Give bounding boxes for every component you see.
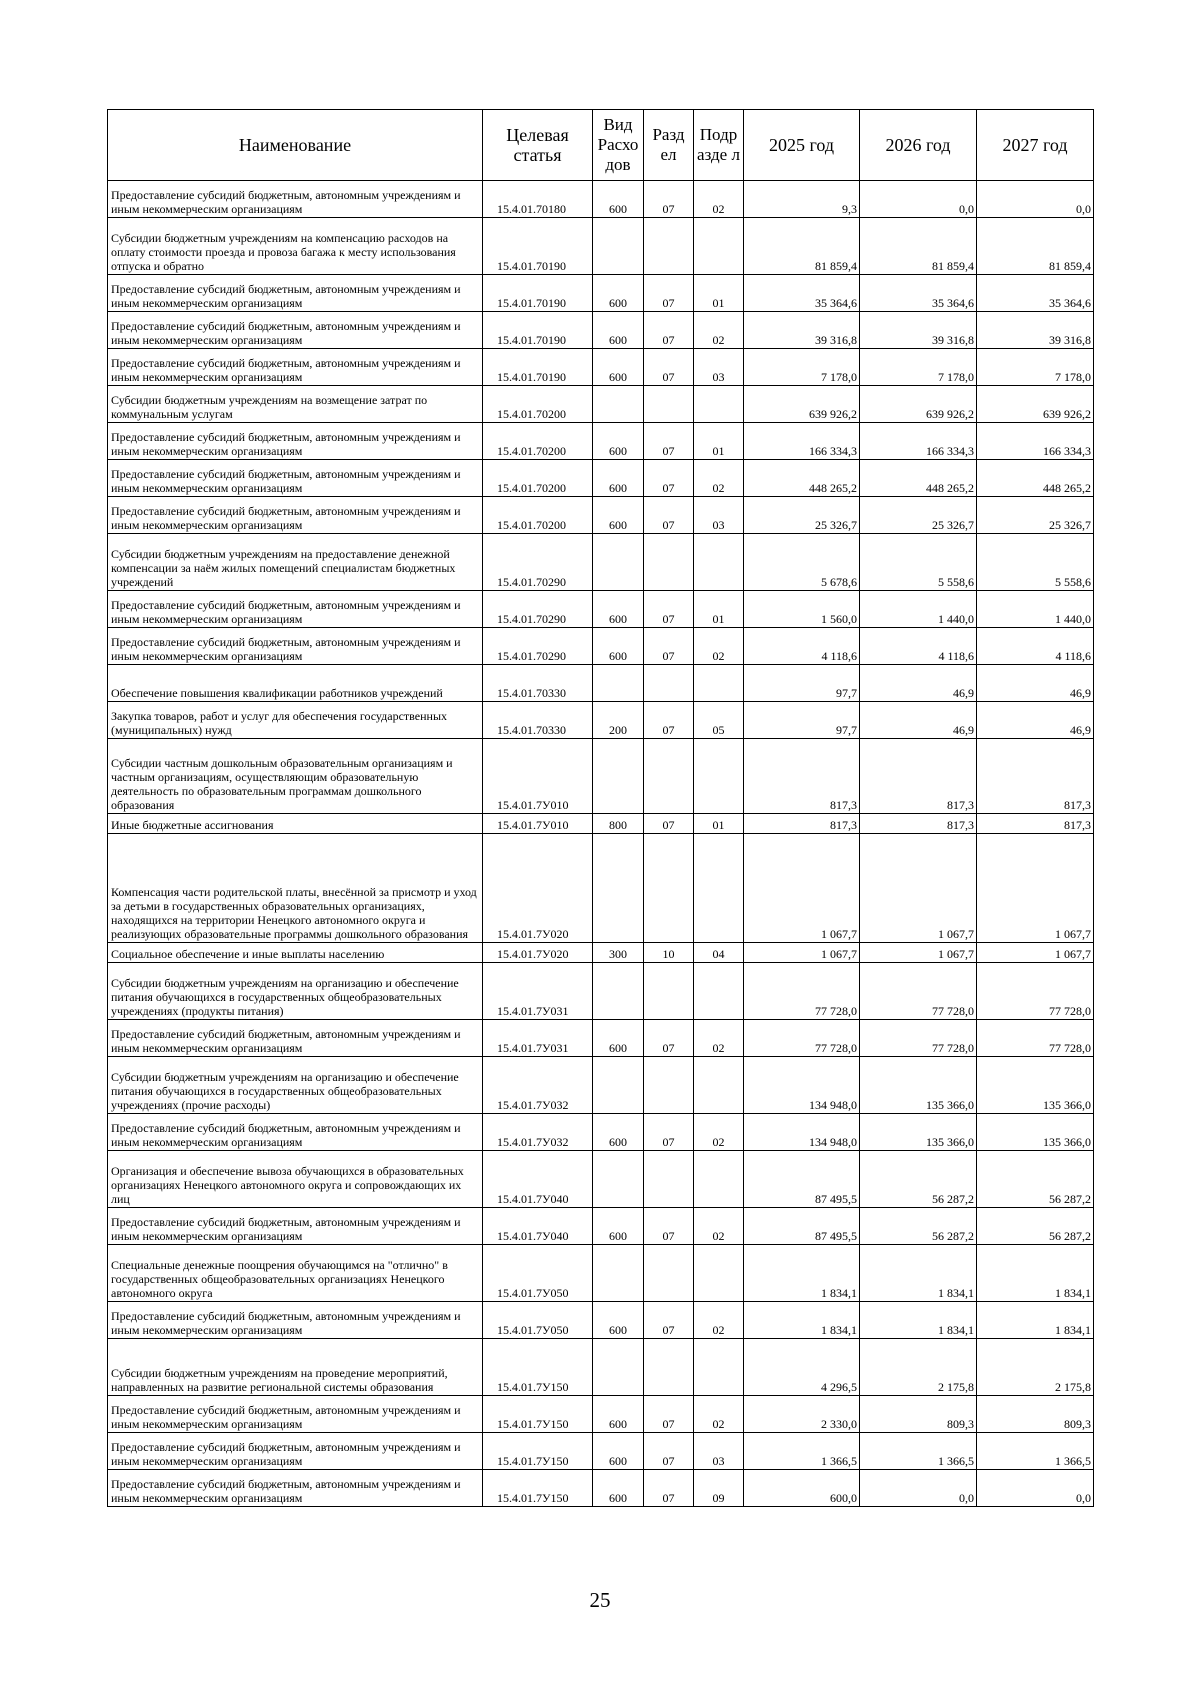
row-value-2026: 56 287,2 [860, 1208, 977, 1245]
row-value-2026: 639 926,2 [860, 386, 977, 423]
row-name: Предоставление субсидий бюджетным, автономным учреждениям и иным некоммерческим организациям [108, 1114, 483, 1151]
row-value-2025: 97,7 [744, 702, 860, 739]
row-value-2027: 817,3 [977, 739, 1094, 814]
row-target-article: 15.4.01.70200 [483, 497, 593, 534]
row-section: 07 [644, 1302, 694, 1339]
row-target-article: 15.4.01.70190 [483, 349, 593, 386]
row-value-2026: 39 316,8 [860, 312, 977, 349]
table-header-row [108, 110, 1094, 181]
row-subsection [694, 534, 744, 591]
row-value-2026: 25 326,7 [860, 497, 977, 534]
row-expense-type: 200 [593, 702, 644, 739]
row-value-2027: 46,9 [977, 702, 1094, 739]
table-row [108, 1339, 1094, 1396]
row-target-article: 15.4.01.7У031 [483, 963, 593, 1020]
table-row [108, 349, 1094, 386]
row-section: 07 [644, 1020, 694, 1057]
table-row [108, 1302, 1094, 1339]
row-section: 07 [644, 460, 694, 497]
row-section [644, 665, 694, 702]
row-target-article: 15.4.01.70330 [483, 665, 593, 702]
row-section: 07 [644, 1396, 694, 1433]
row-value-2026: 2 175,8 [860, 1339, 977, 1396]
header-section: Разд ел [644, 110, 694, 181]
row-expense-type [593, 386, 644, 423]
row-value-2027: 35 364,6 [977, 275, 1094, 312]
row-value-2025: 134 948,0 [744, 1057, 860, 1114]
row-value-2026: 7 178,0 [860, 349, 977, 386]
row-expense-type [593, 739, 644, 814]
row-expense-type: 600 [593, 460, 644, 497]
table-row [108, 1470, 1094, 1507]
row-value-2027: 2 175,8 [977, 1339, 1094, 1396]
row-value-2026: 135 366,0 [860, 1057, 977, 1114]
table-row [108, 665, 1094, 702]
row-value-2027: 809,3 [977, 1396, 1094, 1433]
row-value-2027: 1 834,1 [977, 1245, 1094, 1302]
table-row [108, 702, 1094, 739]
row-value-2026: 817,3 [860, 814, 977, 834]
row-subsection: 05 [694, 702, 744, 739]
row-subsection [694, 963, 744, 1020]
row-value-2026: 166 334,3 [860, 423, 977, 460]
row-expense-type: 600 [593, 181, 644, 218]
row-target-article: 15.4.01.70200 [483, 460, 593, 497]
row-value-2025: 817,3 [744, 814, 860, 834]
table-row [108, 814, 1094, 834]
row-value-2027: 39 316,8 [977, 312, 1094, 349]
table-row [108, 460, 1094, 497]
table-row [108, 1151, 1094, 1208]
row-expense-type [593, 1245, 644, 1302]
row-value-2027: 1 834,1 [977, 1302, 1094, 1339]
budget-table [107, 109, 1094, 1507]
row-name: Иные бюджетные ассигнования [108, 814, 483, 834]
row-section: 07 [644, 1208, 694, 1245]
row-subsection: 01 [694, 423, 744, 460]
row-value-2027: 817,3 [977, 814, 1094, 834]
row-value-2025: 166 334,3 [744, 423, 860, 460]
row-value-2025: 1 067,7 [744, 943, 860, 963]
row-value-2027: 4 118,6 [977, 628, 1094, 665]
row-target-article: 15.4.01.7У040 [483, 1151, 593, 1208]
row-target-article: 15.4.01.70290 [483, 591, 593, 628]
row-target-article: 15.4.01.7У150 [483, 1433, 593, 1470]
row-expense-type: 600 [593, 1470, 644, 1507]
row-value-2025: 4 118,6 [744, 628, 860, 665]
row-value-2027: 448 265,2 [977, 460, 1094, 497]
row-section: 07 [644, 702, 694, 739]
row-name: Предоставление субсидий бюджетным, автономным учреждениям и иным некоммерческим организациям [108, 1208, 483, 1245]
row-section [644, 1245, 694, 1302]
table-row [108, 1114, 1094, 1151]
table-row [108, 312, 1094, 349]
row-section: 07 [644, 349, 694, 386]
row-value-2026: 135 366,0 [860, 1114, 977, 1151]
row-expense-type [593, 534, 644, 591]
row-value-2025: 81 859,4 [744, 218, 860, 275]
row-value-2027: 1 067,7 [977, 834, 1094, 943]
row-section: 07 [644, 423, 694, 460]
header-year-2027: 2027 год [977, 110, 1094, 181]
row-name: Предоставление субсидий бюджетным, автономным учреждениям и иным некоммерческим организациям [108, 275, 483, 312]
row-section [644, 386, 694, 423]
table-row [108, 963, 1094, 1020]
row-value-2026: 35 364,6 [860, 275, 977, 312]
row-target-article: 15.4.01.7У020 [483, 943, 593, 963]
row-subsection: 02 [694, 1396, 744, 1433]
row-value-2025: 9,3 [744, 181, 860, 218]
row-value-2025: 87 495,5 [744, 1151, 860, 1208]
row-value-2027: 639 926,2 [977, 386, 1094, 423]
row-target-article: 15.4.01.70190 [483, 218, 593, 275]
row-value-2026: 5 558,6 [860, 534, 977, 591]
row-expense-type: 600 [593, 1114, 644, 1151]
row-expense-type [593, 665, 644, 702]
row-value-2026: 1 834,1 [860, 1245, 977, 1302]
header-year-2026: 2026 год [860, 110, 977, 181]
row-value-2025: 2 330,0 [744, 1396, 860, 1433]
row-section [644, 963, 694, 1020]
row-value-2026: 4 118,6 [860, 628, 977, 665]
row-value-2026: 817,3 [860, 739, 977, 814]
row-target-article: 15.4.01.7У010 [483, 814, 593, 834]
row-target-article: 15.4.01.70290 [483, 534, 593, 591]
row-value-2027: 0,0 [977, 1470, 1094, 1507]
row-value-2027: 135 366,0 [977, 1114, 1094, 1151]
row-value-2027: 7 178,0 [977, 349, 1094, 386]
row-target-article: 15.4.01.70180 [483, 181, 593, 218]
row-value-2025: 39 316,8 [744, 312, 860, 349]
table-row [108, 534, 1094, 591]
table-row [108, 739, 1094, 814]
row-section [644, 1151, 694, 1208]
row-expense-type [593, 1057, 644, 1114]
row-value-2025: 5 678,6 [744, 534, 860, 591]
row-subsection: 03 [694, 497, 744, 534]
row-section: 07 [644, 1114, 694, 1151]
row-subsection [694, 1057, 744, 1114]
table-row [108, 1208, 1094, 1245]
row-value-2026: 81 859,4 [860, 218, 977, 275]
row-section [644, 218, 694, 275]
table-row [108, 943, 1094, 963]
row-expense-type: 600 [593, 312, 644, 349]
row-subsection [694, 218, 744, 275]
row-value-2027: 135 366,0 [977, 1057, 1094, 1114]
table-row [108, 591, 1094, 628]
row-expense-type: 600 [593, 275, 644, 312]
row-subsection: 04 [694, 943, 744, 963]
row-value-2027: 166 334,3 [977, 423, 1094, 460]
row-target-article: 15.4.01.70330 [483, 702, 593, 739]
row-section: 07 [644, 628, 694, 665]
row-value-2025: 77 728,0 [744, 963, 860, 1020]
row-name: Предоставление субсидий бюджетным, автономным учреждениям и иным некоммерческим организациям [108, 1470, 483, 1507]
row-value-2027: 81 859,4 [977, 218, 1094, 275]
row-subsection: 02 [694, 312, 744, 349]
row-expense-type [593, 834, 644, 943]
row-section [644, 834, 694, 943]
row-value-2026: 0,0 [860, 1470, 977, 1507]
row-name: Субсидии бюджетным учреждениям на проведение мероприятий, направленных на развитие региональной системы образования [108, 1339, 483, 1396]
table-row [108, 834, 1094, 943]
row-name: Предоставление субсидий бюджетным, автономным учреждениям и иным некоммерческим организациям [108, 349, 483, 386]
row-expense-type: 800 [593, 814, 644, 834]
row-section: 07 [644, 275, 694, 312]
row-expense-type: 600 [593, 349, 644, 386]
row-value-2026: 46,9 [860, 665, 977, 702]
row-value-2027: 46,9 [977, 665, 1094, 702]
row-subsection: 03 [694, 1433, 744, 1470]
row-section [644, 739, 694, 814]
row-value-2026: 1 366,5 [860, 1433, 977, 1470]
row-target-article: 15.4.01.70190 [483, 312, 593, 349]
row-expense-type: 600 [593, 1208, 644, 1245]
header-name: Наименование [108, 110, 483, 181]
row-target-article: 15.4.01.7У032 [483, 1057, 593, 1114]
row-name: Специальные денежные поощрения обучающимся на "отлично" в государственных общеобразовательных организациях Ненецкого автономного округа [108, 1245, 483, 1302]
row-value-2026: 0,0 [860, 181, 977, 218]
row-target-article: 15.4.01.70190 [483, 275, 593, 312]
row-name: Предоставление субсидий бюджетным, автономным учреждениям и иным некоммерческим организациям [108, 591, 483, 628]
table-row [108, 1057, 1094, 1114]
table-row [108, 1245, 1094, 1302]
row-value-2025: 1 560,0 [744, 591, 860, 628]
row-target-article: 15.4.01.7У150 [483, 1396, 593, 1433]
row-target-article: 15.4.01.7У031 [483, 1020, 593, 1057]
row-subsection: 01 [694, 814, 744, 834]
row-target-article: 15.4.01.7У020 [483, 834, 593, 943]
row-section: 10 [644, 943, 694, 963]
row-value-2027: 77 728,0 [977, 1020, 1094, 1057]
row-value-2025: 4 296,5 [744, 1339, 860, 1396]
row-value-2025: 639 926,2 [744, 386, 860, 423]
row-value-2026: 448 265,2 [860, 460, 977, 497]
header-expense-type: Вид Расхо дов [593, 110, 644, 181]
row-value-2025: 817,3 [744, 739, 860, 814]
row-section [644, 534, 694, 591]
row-value-2025: 7 178,0 [744, 349, 860, 386]
header-target-article: Целевая статья [483, 110, 593, 181]
row-name: Предоставление субсидий бюджетным, автономным учреждениям и иным некоммерческим организациям [108, 460, 483, 497]
table-row [108, 1020, 1094, 1057]
header-subsection: Подр азде л [694, 110, 744, 181]
row-value-2027: 1 067,7 [977, 943, 1094, 963]
row-expense-type [593, 1339, 644, 1396]
row-value-2026: 46,9 [860, 702, 977, 739]
row-value-2025: 1 834,1 [744, 1245, 860, 1302]
row-subsection: 02 [694, 1208, 744, 1245]
table-row [108, 181, 1094, 218]
row-expense-type: 600 [593, 1433, 644, 1470]
row-name: Предоставление субсидий бюджетным, автономным учреждениям и иным некоммерческим организациям [108, 1020, 483, 1057]
page-number: 25 [589, 1588, 611, 1612]
row-target-article: 15.4.01.7У032 [483, 1114, 593, 1151]
row-expense-type: 600 [593, 497, 644, 534]
header-year-2025: 2025 год [744, 110, 860, 181]
table-row [108, 218, 1094, 275]
row-value-2026: 1 834,1 [860, 1302, 977, 1339]
row-value-2027: 1 440,0 [977, 591, 1094, 628]
row-subsection: 01 [694, 591, 744, 628]
row-expense-type [593, 963, 644, 1020]
row-name: Предоставление субсидий бюджетным, автономным учреждениям и иным некоммерческим организациям [108, 423, 483, 460]
row-name: Предоставление субсидий бюджетным, автономным учреждениям и иным некоммерческим организациям [108, 497, 483, 534]
row-section: 07 [644, 814, 694, 834]
row-expense-type [593, 218, 644, 275]
row-subsection: 02 [694, 1114, 744, 1151]
row-expense-type: 300 [593, 943, 644, 963]
row-value-2027: 0,0 [977, 181, 1094, 218]
row-subsection: 09 [694, 1470, 744, 1507]
row-value-2026: 1 440,0 [860, 591, 977, 628]
row-section: 07 [644, 591, 694, 628]
row-target-article: 15.4.01.70290 [483, 628, 593, 665]
table-row [108, 1433, 1094, 1470]
row-section [644, 1339, 694, 1396]
table-row [108, 497, 1094, 534]
row-name: Предоставление субсидий бюджетным, автономным учреждениям и иным некоммерческим организациям [108, 312, 483, 349]
row-section: 07 [644, 1470, 694, 1507]
row-target-article: 15.4.01.70200 [483, 423, 593, 460]
row-subsection [694, 834, 744, 943]
row-subsection [694, 1339, 744, 1396]
row-section: 07 [644, 181, 694, 218]
row-expense-type: 600 [593, 1302, 644, 1339]
row-target-article: 15.4.01.70200 [483, 386, 593, 423]
row-value-2027: 5 558,6 [977, 534, 1094, 591]
row-name: Социальное обеспечение и иные выплаты населению [108, 943, 483, 963]
row-section: 07 [644, 312, 694, 349]
row-name: Субсидии бюджетным учреждениям на организацию и обеспечение питания обучающихся в государственных общеобразовательных учреждениях (прочие расходы) [108, 1057, 483, 1114]
row-value-2025: 1 834,1 [744, 1302, 860, 1339]
row-section: 07 [644, 1433, 694, 1470]
row-target-article: 15.4.01.7У040 [483, 1208, 593, 1245]
table-body [108, 181, 1094, 1507]
table-row [108, 275, 1094, 312]
row-subsection [694, 386, 744, 423]
row-value-2025: 448 265,2 [744, 460, 860, 497]
row-name: Субсидии бюджетным учреждениям на организацию и обеспечение питания обучающихся в государственных общеобразовательных учреждениях (продукты питания) [108, 963, 483, 1020]
row-value-2025: 25 326,7 [744, 497, 860, 534]
row-expense-type: 600 [593, 591, 644, 628]
row-value-2027: 77 728,0 [977, 963, 1094, 1020]
row-subsection [694, 739, 744, 814]
row-target-article: 15.4.01.7У010 [483, 739, 593, 814]
row-value-2025: 87 495,5 [744, 1208, 860, 1245]
row-subsection: 02 [694, 181, 744, 218]
row-value-2025: 1 366,5 [744, 1433, 860, 1470]
row-name: Предоставление субсидий бюджетным, автономным учреждениям и иным некоммерческим организациям [108, 1433, 483, 1470]
row-name: Субсидии бюджетным учреждениям на компенсацию расходов на оплату стоимости проезда и провоза багажа к месту использования отпуска и обратно [108, 218, 483, 275]
row-subsection: 03 [694, 349, 744, 386]
row-name: Предоставление субсидий бюджетным, автономным учреждениям и иным некоммерческим организациям [108, 1396, 483, 1433]
row-value-2027: 56 287,2 [977, 1151, 1094, 1208]
row-section: 07 [644, 497, 694, 534]
row-value-2026: 77 728,0 [860, 963, 977, 1020]
row-name: Обеспечение повышения квалификации работников учреждений [108, 665, 483, 702]
table-row [108, 1396, 1094, 1433]
row-target-article: 15.4.01.7У050 [483, 1302, 593, 1339]
table-row [108, 386, 1094, 423]
row-subsection [694, 1245, 744, 1302]
row-target-article: 15.4.01.7У150 [483, 1470, 593, 1507]
row-value-2027: 1 366,5 [977, 1433, 1094, 1470]
row-subsection: 02 [694, 628, 744, 665]
table-row [108, 423, 1094, 460]
table-row [108, 628, 1094, 665]
row-name: Предоставление субсидий бюджетным, автономным учреждениям и иным некоммерческим организациям [108, 1302, 483, 1339]
row-expense-type [593, 1151, 644, 1208]
row-value-2027: 56 287,2 [977, 1208, 1094, 1245]
row-value-2025: 97,7 [744, 665, 860, 702]
row-expense-type: 600 [593, 1020, 644, 1057]
row-subsection: 02 [694, 1302, 744, 1339]
row-name: Субсидии бюджетным учреждениям на предоставление денежной компенсации за наём жилых помещений специалистам бюджетных учреждений [108, 534, 483, 591]
row-section [644, 1057, 694, 1114]
row-value-2027: 25 326,7 [977, 497, 1094, 534]
row-name: Закупка товаров, работ и услуг для обеспечения государственных (муниципальных) нужд [108, 702, 483, 739]
row-target-article: 15.4.01.7У050 [483, 1245, 593, 1302]
row-value-2025: 77 728,0 [744, 1020, 860, 1057]
row-value-2025: 134 948,0 [744, 1114, 860, 1151]
row-name: Субсидии бюджетным учреждениям на возмещение затрат по коммунальным услугам [108, 386, 483, 423]
row-name: Предоставление субсидий бюджетным, автономным учреждениям и иным некоммерческим организациям [108, 181, 483, 218]
row-expense-type: 600 [593, 1396, 644, 1433]
row-value-2026: 1 067,7 [860, 834, 977, 943]
row-value-2025: 35 364,6 [744, 275, 860, 312]
row-name: Организация и обеспечение вывоза обучающихся в образовательных организациях Ненецкого автономного округа и сопровождающих их лиц [108, 1151, 483, 1208]
row-value-2025: 1 067,7 [744, 834, 860, 943]
row-value-2025: 600,0 [744, 1470, 860, 1507]
row-subsection: 02 [694, 460, 744, 497]
row-subsection: 02 [694, 1020, 744, 1057]
row-name: Субсидии частным дошкольным образовательным организациям и частным организациям, осуществляющим образовательную деятельность по образовательным программам дошкольного образования [108, 739, 483, 814]
row-expense-type: 600 [593, 628, 644, 665]
row-expense-type: 600 [593, 423, 644, 460]
row-subsection [694, 1151, 744, 1208]
row-name: Предоставление субсидий бюджетным, автономным учреждениям и иным некоммерческим организациям [108, 628, 483, 665]
row-subsection [694, 665, 744, 702]
row-value-2026: 1 067,7 [860, 943, 977, 963]
row-value-2026: 809,3 [860, 1396, 977, 1433]
row-target-article: 15.4.01.7У150 [483, 1339, 593, 1396]
row-subsection: 01 [694, 275, 744, 312]
row-name: Компенсация части родительской платы, внесённой за присмотр и уход за детьми в государственных образовательных организациях, находящихся на территории Ненецкого автономного округа и реализующих образовательные программы дошкольного образования [108, 834, 483, 943]
row-value-2026: 77 728,0 [860, 1020, 977, 1057]
row-value-2026: 56 287,2 [860, 1151, 977, 1208]
